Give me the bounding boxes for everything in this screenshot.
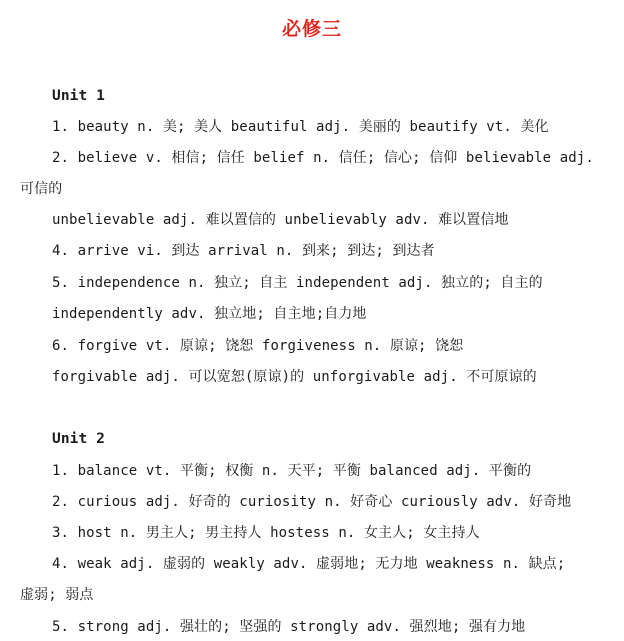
vocab-line-continuation: 虚弱; 弱点	[20, 587, 94, 603]
vocab-line: unbelievable adj. 难以置信的 unbelievably adv. 难以置信地	[52, 212, 509, 228]
vocab-line: 1. balance vt. 平衡; 权衡 n. 天平; 平衡 balanced adj. 平衡的	[52, 463, 532, 479]
vocab-line: 4. arrive vi. 到达 arrival n. 到来; 到达; 到达者	[52, 243, 435, 259]
unit-heading: Unit 2	[52, 431, 105, 447]
vocab-line: 3. host n. 男主人; 男主持人 hostess n. 女主人; 女主持人	[52, 525, 480, 541]
vocab-line: 5. independence n. 独立; 自主 independent adj. 独立的; 自主的	[52, 275, 543, 291]
unit-heading: Unit 1	[52, 88, 105, 104]
vocab-line: 2. curious adj. 好奇的 curiosity n. 好奇心 curiously adv. 好奇地	[52, 494, 572, 510]
vocab-line: 1. beauty n. 美; 美人 beautiful adj. 美丽的 beautify vt. 美化	[52, 119, 549, 135]
vocab-line: independently adv. 独立地; 自主地;自力地	[52, 306, 367, 322]
vocab-line: 2. believe v. 相信; 信任 belief n. 信任; 信心; 信仰 believable adj.	[52, 150, 594, 166]
vocab-line: 6. forgive vt. 原谅; 饶恕 forgiveness n. 原谅; 饶恕	[52, 338, 464, 354]
vocab-line-continuation: 可信的	[20, 181, 63, 197]
vocab-line: 4. weak adj. 虚弱的 weakly adv. 虚弱地; 无力地 weakness n. 缺点;	[52, 556, 566, 572]
page-title: 必修三	[281, 18, 342, 40]
vocab-line: forgivable adj. 可以宽恕(原谅)的 unforgivable adj. 不可原谅的	[52, 369, 537, 385]
vocab-line: 5. strong adj. 强壮的; 坚强的 strongly adv. 强烈地; 强有力地	[52, 619, 526, 635]
